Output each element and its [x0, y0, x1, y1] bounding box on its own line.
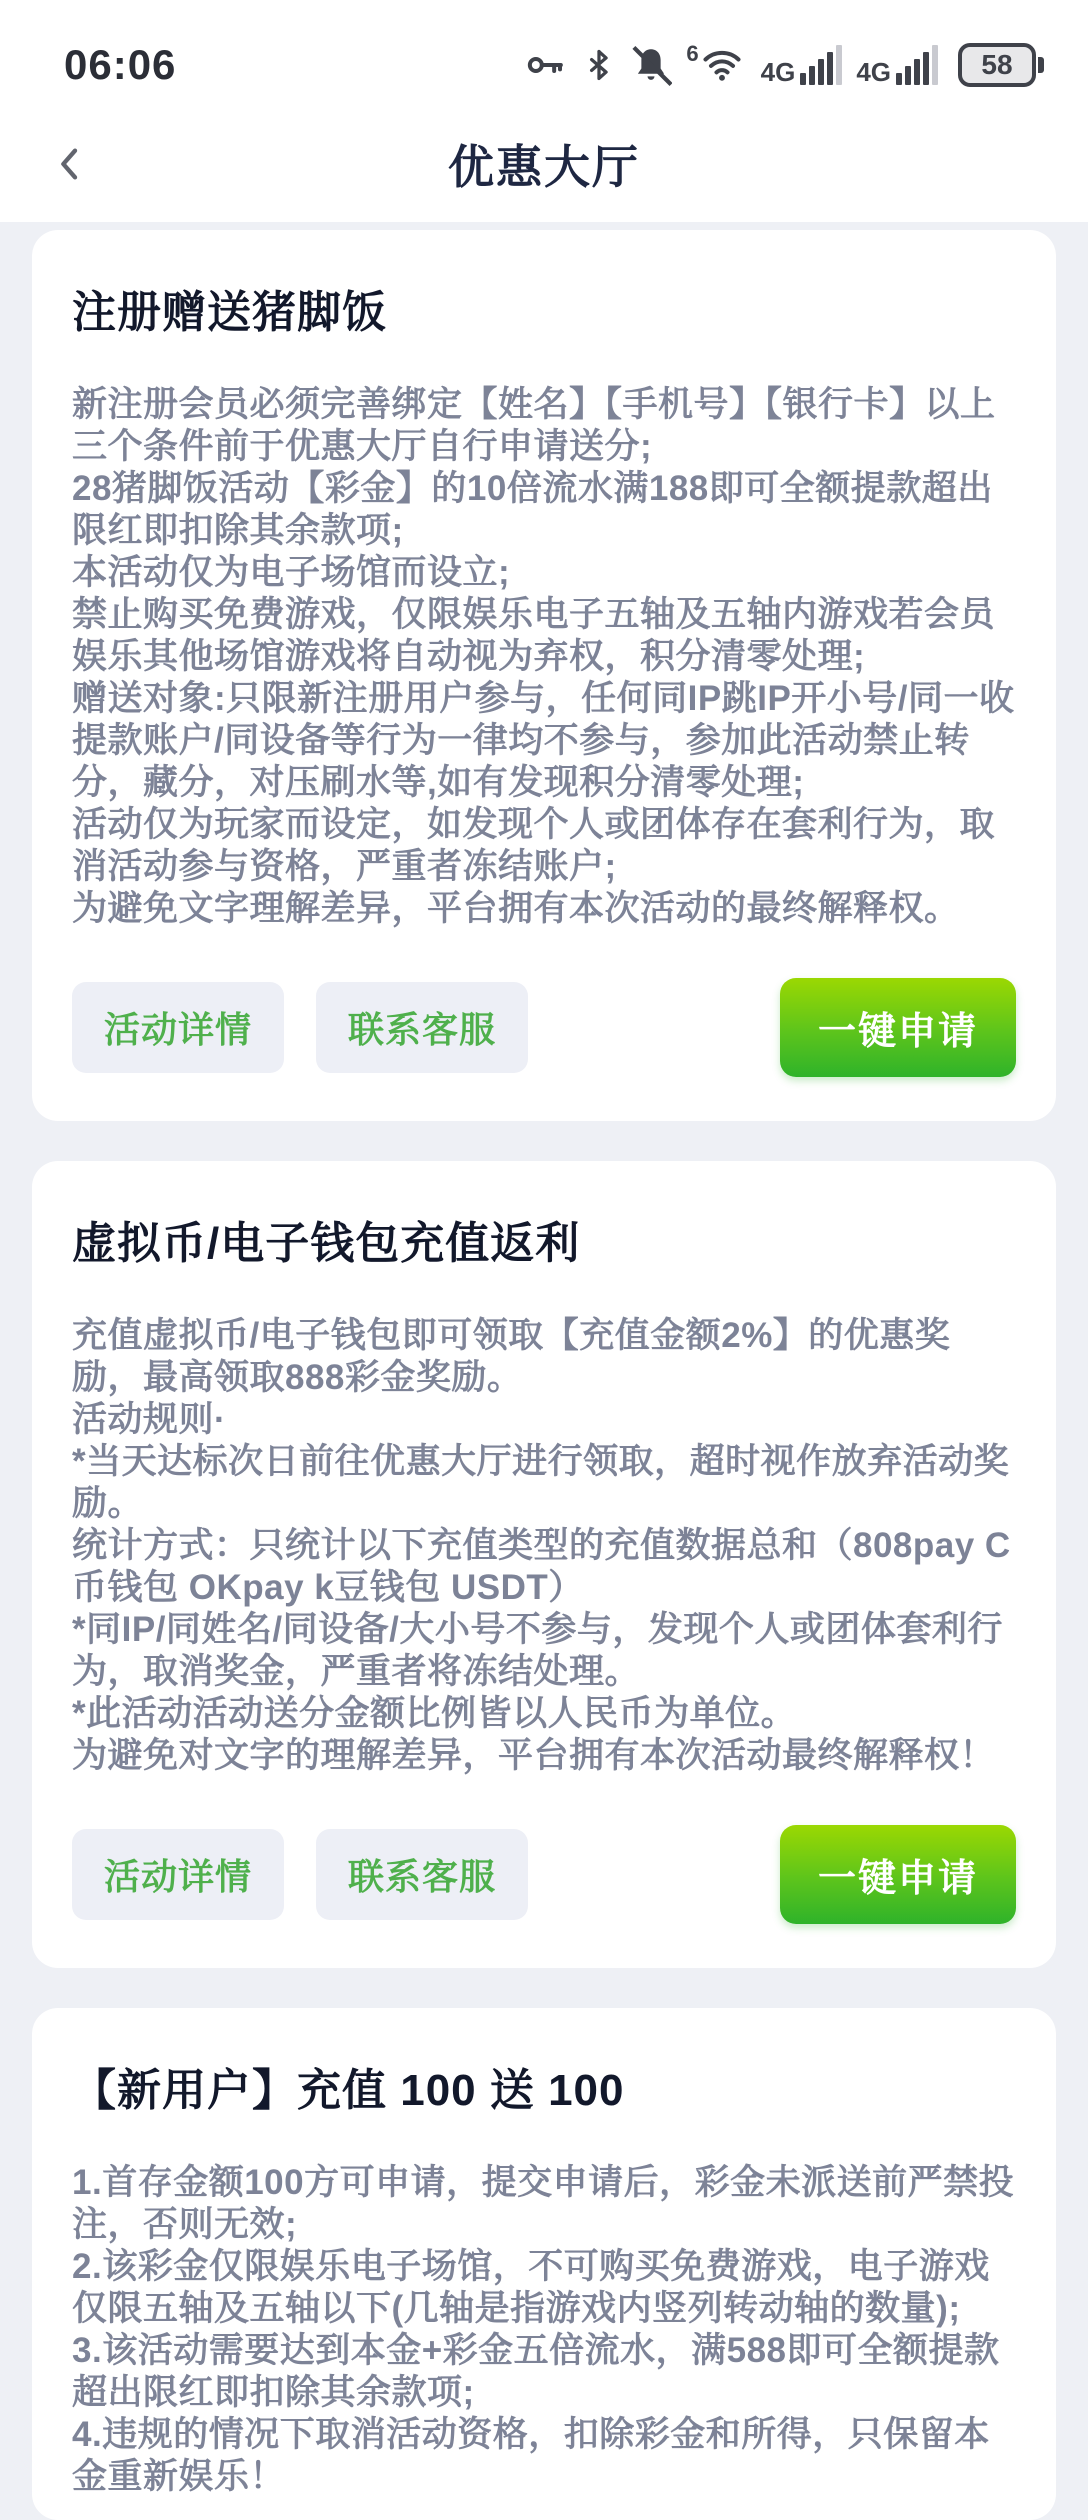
- promo-card: [32, 2008, 1056, 2520]
- promo-card: [32, 230, 1056, 1121]
- top-white-block: [0, 0, 1088, 222]
- chevron-left-icon: [50, 140, 90, 188]
- bluetooth-icon: [582, 43, 616, 87]
- signal-bars: [800, 45, 842, 85]
- card-actions: [72, 978, 1016, 1077]
- rule-line: 为避免文字理解差异，平台拥有本次活动的最终解释权。: [72, 889, 960, 928]
- battery-icon: [958, 43, 1044, 87]
- promo-card-title: 【新用户】充值 100 送 100: [72, 2066, 625, 2115]
- one-click-apply-button[interactable]: 一键申请: [780, 978, 1016, 1077]
- promo-card: [32, 1161, 1056, 1968]
- battery-percent: 58: [958, 43, 1036, 87]
- rule-line: 活动规则·: [72, 1400, 227, 1439]
- nav-header: [0, 112, 1088, 216]
- rule-line: 活动仅为玩家而设定，如发现个人或团体存在套利行为，取消活动参与资格，严重者冻结账户;: [72, 805, 996, 886]
- signal-icon-2: [856, 45, 938, 85]
- network-type-label: 4G: [760, 57, 796, 87]
- wifi-generation-label: 6: [686, 41, 699, 66]
- bell-muted-icon: [630, 43, 672, 87]
- promo-card-rules: [72, 1315, 1016, 1777]
- rule-line: 充值虚拟币/电子钱包即可领取【充值金额2%】的优惠奖励，最高领取888彩金奖励。: [72, 1316, 951, 1397]
- key-icon: [522, 45, 568, 85]
- one-click-apply-button[interactable]: 一键申请: [780, 1825, 1016, 1924]
- rule-line: 2.该彩金仅限娱乐电子场馆，不可购买免费游戏，电子游戏仅限五轴及五轴以下(几轴是指游戏内竖列转动轴的数量);: [72, 2247, 990, 2328]
- promo-card-rules: [72, 384, 1016, 930]
- rule-line: 统计方式：只统计以下充值类型的充值数据总和（808pay C币钱包 OKpay k豆钱包 USDT）: [72, 1526, 1011, 1607]
- promo-list: [0, 222, 1088, 2520]
- status-bar: [0, 0, 1088, 112]
- contact-support-button[interactable]: 联系客服: [316, 982, 528, 1073]
- signal-bars-2: [896, 45, 938, 85]
- network-type-label-2: 4G: [856, 57, 891, 87]
- rule-line: 3.该活动需要达到本金+彩金五倍流水，满588即可全额提款超出限红即扣除其余款项;: [72, 2331, 1000, 2412]
- battery-tip: [1038, 57, 1044, 73]
- status-icons: [522, 43, 1044, 87]
- rule-line: 禁止购买免费游戏，仅限娱乐电子五轴及五轴内游戏若会员娱乐其他场馆游戏将自动视为弃权，积分清零处理;: [72, 595, 996, 676]
- promo-card-rules: [72, 2162, 1016, 2498]
- signal-icon: [761, 45, 843, 85]
- card-actions: [72, 1825, 1016, 1924]
- clock: 06:06: [64, 41, 177, 88]
- rule-line: *此活动活动送分金额比例皆以人民币为单位。: [72, 1694, 797, 1733]
- wifi-icon: [686, 43, 746, 87]
- rule-line: 新注册会员必须完善绑定【姓名】【手机号】【银行卡】以上三个条件前于优惠大厅自行申请送分;: [72, 385, 996, 466]
- rule-line: 4.违规的情况下取消活动资格，扣除彩金和所得，只保留本金重新娱乐！: [72, 2415, 990, 2496]
- activity-details-button[interactable]: 活动详情: [72, 1829, 284, 1920]
- rule-line: 1.首存金额100方可申请，提交申请后，彩金未派送前严禁投注，否则无效;: [72, 2163, 1015, 2244]
- rule-line: 赠送对象:只限新注册用户参与，任何同IP跳IP开小号/同一收提款账户/同设备等行为一律均不参与，参加此活动禁止转分，藏分，对压刷水等,如有发现积分清零处理;: [72, 679, 1015, 802]
- promo-card-title: 虚拟币/电子钱包充值返利: [72, 1219, 581, 1268]
- activity-details-button[interactable]: 活动详情: [72, 982, 284, 1073]
- rule-line: 本活动仅为电子场馆而设立;: [72, 553, 511, 592]
- promo-card-title: 注册赠送猪脚饭: [72, 288, 387, 337]
- page-title: 优惠大厅: [448, 141, 640, 193]
- rule-line: *同IP/同姓名/同设备/大小号不参与，发现个人或团体套利行为，取消奖金，严重者将冻结处理。: [72, 1610, 1003, 1691]
- rule-line: *当天达标次日前往优惠大厅进行领取，超时视作放弃活动奖励。: [72, 1442, 1010, 1523]
- rule-line: 为避免对文字的理解差异，平台拥有本次活动最终解释权！: [72, 1736, 996, 1775]
- back-button[interactable]: [40, 134, 100, 194]
- contact-support-button[interactable]: 联系客服: [316, 1829, 528, 1920]
- rule-line: 28猪脚饭活动【彩金】的10倍流水满188即可全额提款超出限红即扣除其余款项;: [72, 469, 993, 550]
